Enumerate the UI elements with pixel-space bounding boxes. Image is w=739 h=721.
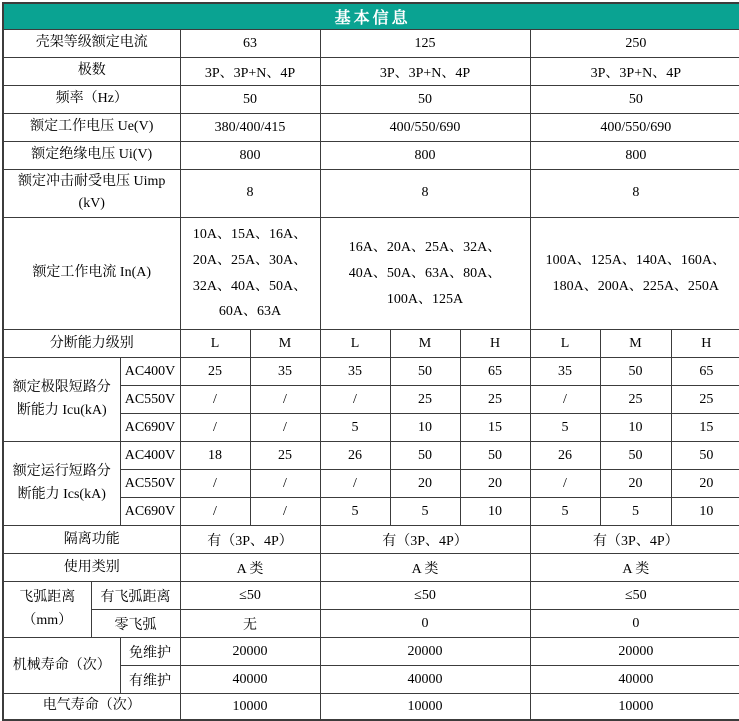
ics-ac400v-c5: 26 — [530, 442, 600, 470]
frame-current-250: 250 — [530, 30, 739, 58]
icu-ac550v-c4: 25 — [460, 386, 530, 414]
icu-ac690v-c2: 5 — [320, 414, 390, 442]
icu-ac400v-c3: 50 — [390, 358, 460, 386]
icu-ac690v-c1: / — [250, 414, 320, 442]
icu-ac400v-c1: 35 — [250, 358, 320, 386]
ics-ac550v-c0: / — [180, 470, 250, 498]
icu-ac400v-label: AC400V — [120, 358, 180, 386]
ics-ac550v-label: AC550V — [120, 470, 180, 498]
table-row-icu-ac400v — [3, 358, 739, 386]
arc-zero-250: 0 — [530, 610, 739, 638]
mech-maint-label: 有维护 — [120, 666, 180, 694]
ui-125: 800 — [320, 142, 530, 170]
uimp-125: 8 — [320, 170, 530, 218]
arc-label: 飞弧距离（mm） — [3, 582, 91, 638]
isolation-125: 有（3P、4P） — [320, 526, 530, 554]
ics-ac400v-c3: 50 — [390, 442, 460, 470]
ics-ac690v-c5: 5 — [530, 498, 600, 526]
icu-ac690v-c7: 15 — [671, 414, 739, 442]
icu-ac550v-c1: / — [250, 386, 320, 414]
poles-250: 3P、3P+N、4P — [530, 58, 739, 86]
table-row-arc-with — [3, 582, 739, 610]
table-row-isolation — [3, 526, 739, 554]
breaking-grade-c5: L — [530, 330, 600, 358]
ics-ac400v-c1: 25 — [250, 442, 320, 470]
breaking-grade-c4: H — [460, 330, 530, 358]
ics-ac690v-c2: 5 — [320, 498, 390, 526]
icu-ac550v-c7: 25 — [671, 386, 739, 414]
breaking-grade-c6: M — [600, 330, 671, 358]
table-row-frequency — [3, 86, 739, 114]
ics-ac550v-c7: 20 — [671, 470, 739, 498]
mech-free-63: 20000 — [180, 638, 320, 666]
ics-ac550v-c3: 20 — [390, 470, 460, 498]
frame-current-63: 63 — [180, 30, 320, 58]
uimp-label: 额定冲击耐受电压 Uimp (kV) — [3, 170, 180, 218]
in-current-125: 16A、20A、25A、32A、40A、50A、63A、80A、100A、125A — [320, 217, 530, 330]
breaking-grade-c3: M — [390, 330, 460, 358]
frame-current-125: 125 — [320, 30, 530, 58]
ics-ac690v-c6: 5 — [600, 498, 671, 526]
mech-maint-125: 40000 — [320, 666, 530, 694]
arc-zero-63: 无 — [180, 610, 320, 638]
ue-125: 400/550/690 — [320, 114, 530, 142]
icu-label: 额定极限短路分断能力 Icu(kA) — [3, 358, 120, 442]
breaking-grade-c7: H — [671, 330, 739, 358]
table-row-elec-life — [3, 694, 739, 720]
in-current-63: 10A、15A、16A、20A、25A、30A、32A、40A、50A、60A、63A — [180, 217, 320, 330]
table-title: 基本信息 — [3, 3, 739, 30]
uimp-250: 8 — [530, 170, 739, 218]
icu-ac400v-c6: 50 — [600, 358, 671, 386]
icu-ac550v-c5: / — [530, 386, 600, 414]
icu-ac550v-c2: / — [320, 386, 390, 414]
icu-ac690v-c4: 15 — [460, 414, 530, 442]
icu-ac550v-c3: 25 — [390, 386, 460, 414]
utilization-label: 使用类别 — [3, 554, 180, 582]
utilization-63: A 类 — [180, 554, 320, 582]
in-current-label: 额定工作电流 In(A) — [3, 217, 180, 330]
ics-label: 额定运行短路分断能力 Ics(kA) — [3, 442, 120, 526]
elec-life-label: 电气寿命（次） — [3, 694, 180, 720]
arc-with-125: ≤50 — [320, 582, 530, 610]
table-row-utilization — [3, 554, 739, 582]
icu-ac400v-c2: 35 — [320, 358, 390, 386]
table-row-mech-free — [3, 638, 739, 666]
ics-ac400v-c4: 50 — [460, 442, 530, 470]
ics-ac550v-c2: / — [320, 470, 390, 498]
spec-table — [2, 2, 739, 721]
ics-ac690v-c1: / — [250, 498, 320, 526]
ics-ac400v-label: AC400V — [120, 442, 180, 470]
icu-ac550v-c0: / — [180, 386, 250, 414]
elec-life-63: 10000 — [180, 694, 320, 720]
ui-label: 额定绝缘电压 Ui(V) — [3, 142, 180, 170]
ics-ac690v-c0: / — [180, 498, 250, 526]
table-row-ue — [3, 114, 739, 142]
mech-maint-250: 40000 — [530, 666, 739, 694]
utilization-125: A 类 — [320, 554, 530, 582]
icu-ac550v-c6: 25 — [600, 386, 671, 414]
ue-label: 额定工作电压 Ue(V) — [3, 114, 180, 142]
breaking-grade-label: 分断能力级别 — [3, 330, 180, 358]
icu-ac400v-c0: 25 — [180, 358, 250, 386]
breaking-grade-c0: L — [180, 330, 250, 358]
arc-with-250: ≤50 — [530, 582, 739, 610]
ics-ac400v-c7: 50 — [671, 442, 739, 470]
icu-ac400v-c4: 65 — [460, 358, 530, 386]
ui-250: 800 — [530, 142, 739, 170]
ics-ac400v-c0: 18 — [180, 442, 250, 470]
frame-current-label: 壳架等级额定电流 — [3, 30, 180, 58]
breaking-grade-c2: L — [320, 330, 390, 358]
ui-63: 800 — [180, 142, 320, 170]
breaking-grade-c1: M — [250, 330, 320, 358]
ics-ac550v-c1: / — [250, 470, 320, 498]
arc-with-label: 有飞弧距离 — [91, 582, 180, 610]
in-current-250: 100A、125A、140A、160A、180A、200A、225A、250A — [530, 217, 739, 330]
icu-ac690v-c3: 10 — [390, 414, 460, 442]
table-row-breaking-grade — [3, 330, 739, 358]
frequency-125: 50 — [320, 86, 530, 114]
table-row-poles — [3, 58, 739, 86]
ics-ac550v-c5: / — [530, 470, 600, 498]
ics-ac690v-c7: 10 — [671, 498, 739, 526]
table-row-in-current — [3, 217, 739, 330]
mech-free-125: 20000 — [320, 638, 530, 666]
poles-label: 极数 — [3, 58, 180, 86]
icu-ac690v-c0: / — [180, 414, 250, 442]
arc-with-63: ≤50 — [180, 582, 320, 610]
isolation-250: 有（3P、4P） — [530, 526, 739, 554]
poles-63: 3P、3P+N、4P — [180, 58, 320, 86]
isolation-63: 有（3P、4P） — [180, 526, 320, 554]
icu-ac690v-c5: 5 — [530, 414, 600, 442]
elec-life-125: 10000 — [320, 694, 530, 720]
table-row-uimp — [3, 170, 739, 218]
ics-ac690v-c4: 10 — [460, 498, 530, 526]
arc-zero-125: 0 — [320, 610, 530, 638]
uimp-63: 8 — [180, 170, 320, 218]
table-row-frame-current — [3, 30, 739, 58]
icu-ac690v-c6: 10 — [600, 414, 671, 442]
arc-zero-label: 零飞弧 — [91, 610, 180, 638]
mech-free-250: 20000 — [530, 638, 739, 666]
frequency-63: 50 — [180, 86, 320, 114]
table-row-title — [3, 3, 739, 30]
ue-250: 400/550/690 — [530, 114, 739, 142]
poles-125: 3P、3P+N、4P — [320, 58, 530, 86]
icu-ac400v-c5: 35 — [530, 358, 600, 386]
ics-ac690v-label: AC690V — [120, 498, 180, 526]
elec-life-250: 10000 — [530, 694, 739, 720]
utilization-250: A 类 — [530, 554, 739, 582]
ics-ac550v-c4: 20 — [460, 470, 530, 498]
table-row-ui — [3, 142, 739, 170]
ics-ac690v-c3: 5 — [390, 498, 460, 526]
table-row-arc-zero — [3, 610, 739, 638]
ue-63: 380/400/415 — [180, 114, 320, 142]
ics-ac550v-c6: 20 — [600, 470, 671, 498]
icu-ac550v-label: AC550V — [120, 386, 180, 414]
ics-ac400v-c2: 26 — [320, 442, 390, 470]
icu-ac690v-label: AC690V — [120, 414, 180, 442]
isolation-label: 隔离功能 — [3, 526, 180, 554]
table-row-ics-ac400v — [3, 442, 739, 470]
mech-free-label: 免维护 — [120, 638, 180, 666]
icu-ac400v-c7: 65 — [671, 358, 739, 386]
frequency-label: 频率（Hz） — [3, 86, 180, 114]
mech-maint-63: 40000 — [180, 666, 320, 694]
ics-ac400v-c6: 50 — [600, 442, 671, 470]
frequency-250: 50 — [530, 86, 739, 114]
mech-life-label: 机械寿命（次） — [3, 638, 120, 694]
